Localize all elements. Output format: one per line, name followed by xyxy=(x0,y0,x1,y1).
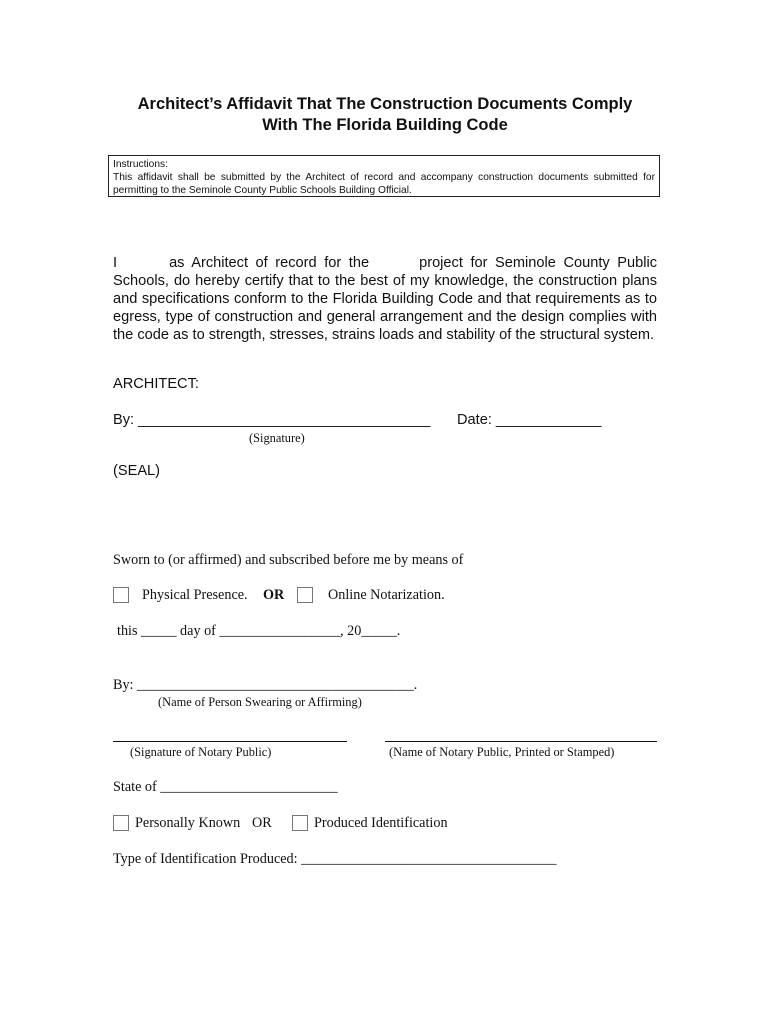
notary-signature-caption: (Signature of Notary Public) xyxy=(130,745,272,759)
online-notarization-checkbox[interactable] xyxy=(297,587,313,603)
name-caption: (Name of Person Swearing or Affirming) xyxy=(158,695,362,709)
architect-signature-line[interactable]: By: ____________________________________ xyxy=(113,412,431,428)
state-line[interactable]: State of _________________________ xyxy=(113,779,338,795)
notary-signature-rule[interactable] xyxy=(113,741,347,742)
personally-known-checkbox[interactable] xyxy=(113,815,129,831)
cert-part-3: project for Seminole County Public Schools, do hereby certify that to the best of my knowledge, the construction plans and specifications conform to the Florida Building Code and that requirements as to egress, type of construction and general arrangement and the design complies with the code as to strength, stresses, strains loads and stability of the structural system. xyxy=(113,255,657,343)
sworn-text: Sworn to (or affirmed) and subscribed before me by means of xyxy=(113,552,464,568)
produced-id-label: Produced Identification xyxy=(314,815,448,831)
notary-name-caption: (Name of Notary Public, Printed or Stamped) xyxy=(389,745,615,759)
personally-known-label: Personally Known xyxy=(135,815,241,831)
physical-presence-checkbox[interactable] xyxy=(113,587,129,603)
cert-part-1: I xyxy=(113,255,118,271)
or-label: OR xyxy=(252,815,272,831)
instructions-box xyxy=(108,155,660,197)
physical-presence-label: Physical Presence. xyxy=(142,587,248,603)
day-line[interactable]: this _____ day of _________________, 20_____. xyxy=(117,623,401,639)
notary-by-line[interactable]: By: _______________________________________. xyxy=(113,677,418,693)
seal-label: (SEAL) xyxy=(113,463,161,479)
date-line[interactable]: Date: _____________ xyxy=(457,412,602,428)
certification-paragraph xyxy=(113,254,657,344)
title-line-1: Architect’s Affidavit That The Construction Documents Comply xyxy=(137,95,633,113)
online-notarization-label: Online Notarization. xyxy=(328,587,445,603)
or-bold-label: OR xyxy=(263,587,285,603)
produced-id-checkbox[interactable] xyxy=(292,815,308,831)
document-title xyxy=(0,94,770,136)
instructions-label: Instructions: xyxy=(113,159,168,170)
notary-name-rule[interactable] xyxy=(385,741,657,742)
id-type-line[interactable]: Type of Identification Produced: ____________________________________ xyxy=(113,851,557,867)
architect-label: ARCHITECT: xyxy=(113,376,199,392)
instructions-text: This affidavit shall be submitted by the Architect of record and accompany construction documents submitted for permitting to the Seminole County Public Schools Building Official. xyxy=(113,172,655,196)
signature-caption: (Signature) xyxy=(249,431,305,445)
title-line-2: With The Florida Building Code xyxy=(262,116,508,134)
cert-part-2: as Architect of record for the xyxy=(169,255,370,271)
